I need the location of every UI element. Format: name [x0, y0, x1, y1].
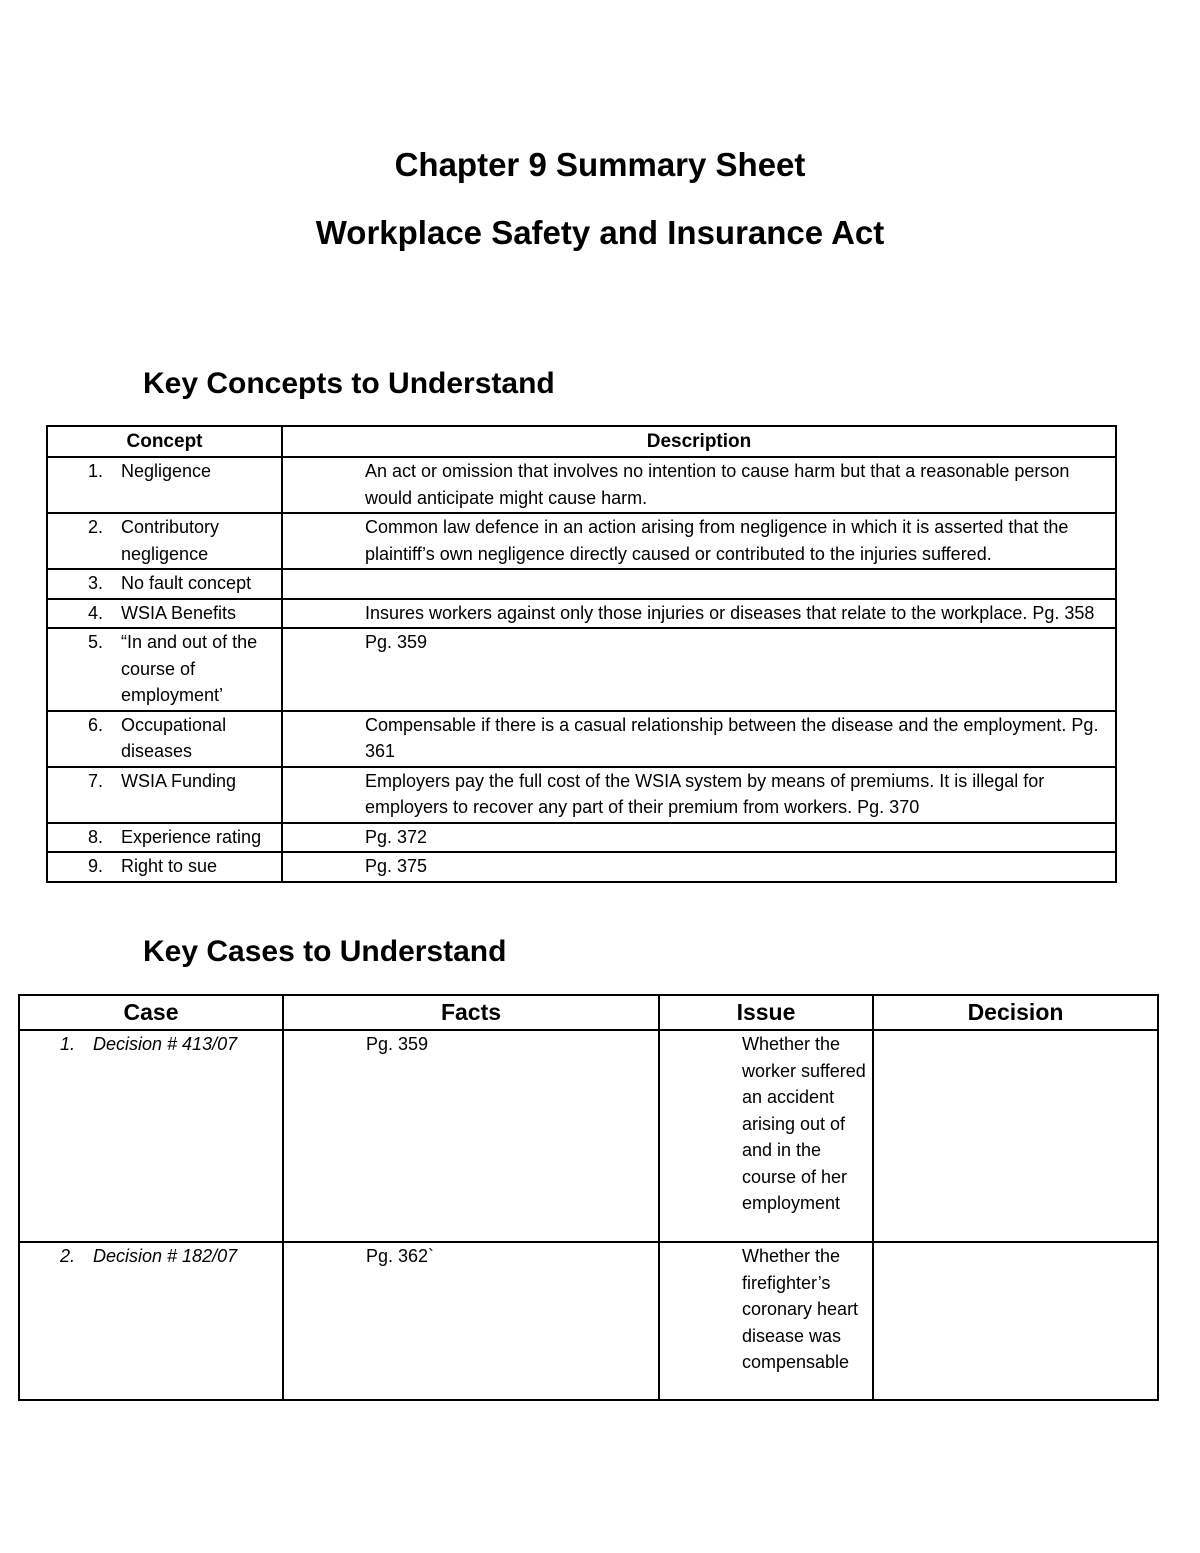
concept-description: Common law defence in an action arising from negligence in which it is asserted that the plaintiff’s own negligence directly caused or contributed to the injuries suffered.: [282, 513, 1116, 569]
concept-label: WSIA Funding: [121, 770, 237, 791]
table-row: [47, 628, 1116, 711]
concept-label: No fault concept: [121, 573, 252, 593]
concept-description: Employers pay the full cost of the WSIA system by means of premiums. It is illegal for employers to recover any part of their premium from workers. Pg. 370: [282, 767, 1116, 823]
concept-description: Pg. 359: [282, 628, 1116, 711]
table-row: [47, 852, 1116, 882]
table-row: [47, 711, 1116, 767]
row-number: 9.: [87, 856, 103, 876]
concepts-header-row: [47, 426, 1116, 457]
concept-label: Experience rating: [121, 826, 262, 847]
concept-column-header: Concept: [47, 426, 282, 457]
concept-description: Compensable if there is a casual relationship between the disease and the employment. Pg. 361: [282, 711, 1116, 767]
concept-label: Right to sue: [121, 856, 218, 876]
row-number: 5.: [87, 632, 103, 652]
row-number: 6.: [87, 714, 103, 735]
table-row: [47, 457, 1116, 513]
table-row: [19, 1030, 1158, 1242]
case-facts: Pg. 359: [283, 1030, 659, 1242]
row-number: 1.: [59, 1034, 75, 1054]
facts-column-header: Facts: [283, 995, 659, 1030]
concept-description: [282, 569, 1116, 599]
concept-label: Negligence: [121, 461, 212, 481]
decision-column-header: Decision: [873, 995, 1158, 1030]
cases-table: [18, 994, 1159, 1401]
row-number: 3.: [87, 573, 103, 593]
table-row: [47, 767, 1116, 823]
row-number: 2.: [59, 1246, 75, 1266]
cases-header-row: [19, 995, 1158, 1030]
concept-label: Contributory negligence: [121, 517, 220, 564]
case-column-header: Case: [19, 995, 283, 1030]
table-row: [47, 823, 1116, 853]
case-name: Decision # 413/07: [93, 1034, 238, 1054]
description-column-header: Description: [282, 426, 1116, 457]
page-title: Chapter 9 Summary Sheet: [394, 146, 806, 183]
issue-column-header: Issue: [659, 995, 873, 1030]
table-row: [47, 513, 1116, 569]
table-row: [47, 599, 1116, 629]
case-name: Decision # 182/07: [93, 1246, 238, 1266]
concept-label: “In and out of the course of employment’: [121, 632, 258, 705]
case-decision: [873, 1242, 1158, 1400]
concepts-table: [46, 425, 1117, 883]
table-row: [47, 569, 1116, 599]
table-row: [19, 1242, 1158, 1400]
page-subtitle: Workplace Safety and Insurance Act: [315, 214, 885, 251]
case-facts: Pg. 362`: [283, 1242, 659, 1400]
case-issue: Whether the worker suffered an accident arising out of and in the course of her employment: [659, 1030, 873, 1242]
concepts-heading: Key Concepts to Understand: [143, 367, 555, 400]
concept-description: Pg. 372: [282, 823, 1116, 853]
concept-description: Pg. 375: [282, 852, 1116, 882]
case-decision: [873, 1030, 1158, 1242]
row-number: 2.: [87, 517, 103, 537]
row-number: 1.: [87, 461, 103, 481]
row-number: 4.: [87, 602, 103, 623]
concept-description: An act or omission that involves no intention to cause harm but that a reasonable person would anticipate might cause harm.: [282, 457, 1116, 513]
concept-description: Insures workers against only those injuries or diseases that relate to the workplace. Pg. 358: [282, 599, 1116, 629]
case-issue: Whether the firefighter’s coronary heart disease was compensable: [659, 1242, 873, 1400]
row-number: 7.: [87, 770, 103, 791]
cases-heading: Key Cases to Understand: [143, 935, 507, 968]
concept-label: WSIA Benefits: [121, 602, 237, 623]
concept-label: Occupational diseases: [121, 714, 227, 761]
row-number: 8.: [87, 826, 103, 847]
